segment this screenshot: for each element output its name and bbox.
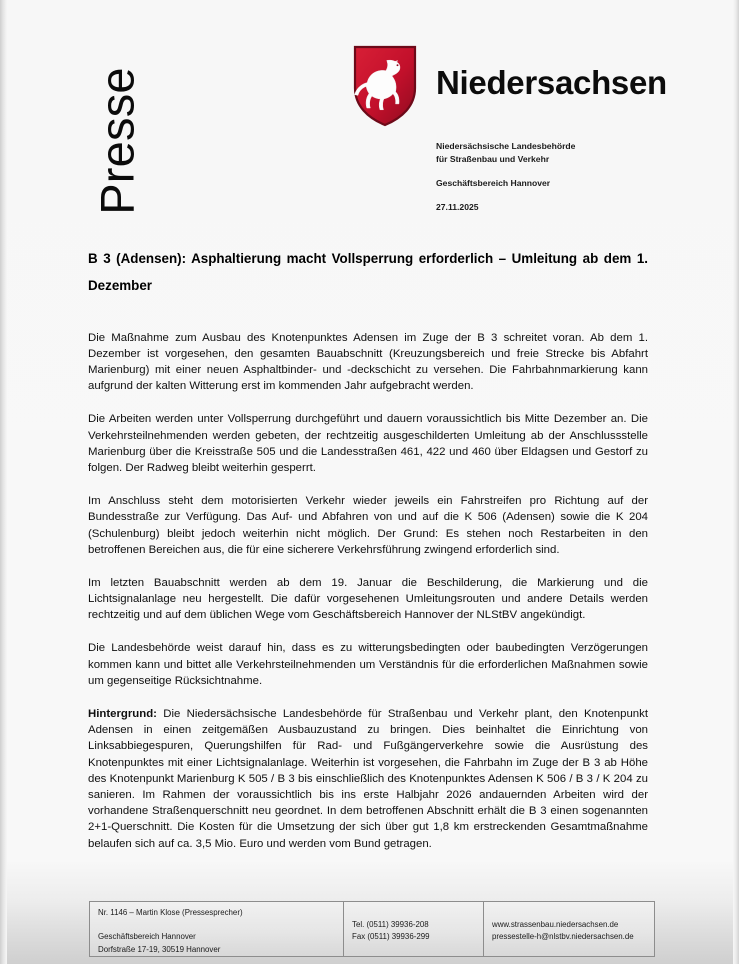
page-left-edge-shadow <box>0 0 7 964</box>
presse-label-text: Presse <box>90 67 144 215</box>
article-paragraph-2: Die Arbeiten werden unter Vollsperrung durchgeführt und dauern voraussichtlich bis Mitte Dezember an. Die Verkehrsteilnehmenden werden gebeten, der rechtzeitig ausgeschilderten Umleitung ab der Anschlussstelle Marienburg über die Kreisstraße 505 und die Landesstraßen 461, 422 und 460 über Eldagsen und Gestorf zu folgen. Der Radweg bleibt weiterhin gesperrt. <box>88 413 648 474</box>
imprint-column-office <box>90 902 343 956</box>
background-text: Die Niedersächsische Landesbehörde für Straßenbau und Verkehr plant, den Knotenpunkt Adensen in einen zeitgemäßen Ausbauzustand zu bringen. Dies beinhaltet die Einrichtung von Linksabbiegespuren, Querungshilfen für Rad- und Fußgängerverkehre sowie die Ausrüstung des Knotenpunktes mit einer Lichtsignalanlage. Weiterhin ist vorgesehen, die Fahrbahn im Zuge der B 3 ab Höhe des Knotenpunkt Marienburg K 505 / B 3 bis einschließlich des Knotenpunktes Adensen K 506 / B 3 / K 204 zu sanieren. Im Rahmen der voraussichtlich bis ins erste Halbjahr 2026 andauernden Arbeiten wird der vorhandene Straßenquerschnitt neu geordnet. In dem betroffenen Abschnitt erhält die B 3 einen sogenannten 2+1-Querschnitt. Die Kosten für die Umsetzung der sich über gut 1,8 km erstreckenden Gesamtmaßnahme belaufen sich auf ca. 3,5 Mio. Euro und werden vom Bund getragen. <box>88 708 648 850</box>
imprint-fax: Fax (0511) 39936-299 <box>352 932 430 942</box>
imprint-address: Dorfstraße 17-19, 30519 Hannover <box>98 944 221 954</box>
imprint-phone: Tel. (0511) 39936-208 <box>352 920 429 929</box>
authority-line-1: Niedersächsische Landesbehörde <box>436 141 576 151</box>
authority-name <box>436 140 662 166</box>
imprint-column-contact <box>343 902 483 956</box>
article-body <box>88 246 648 852</box>
article-headline: B 3 (Adensen): Asphaltierung macht Vollsperrung erforderlich – Umleitung ab dem 1. Dezember <box>88 251 648 293</box>
lower-saxony-coat-of-arms-icon <box>352 44 418 128</box>
article-paragraph-4: Im letzten Bauabschnitt werden ab dem 19. Januar die Beschilderung, die Markierung und die Lichtsignalanlage neu hergestellt. Die dafür vorgesehenen Umleitungsrouten und andere Details werden rechtzeitig und auf dem üblichen Wege vom Geschäftsbereich Hannover der NLStBV angekündigt. <box>88 576 648 622</box>
imprint-column-online <box>483 902 654 956</box>
article-paragraph-5: Die Landesbehörde weist darauf hin, dass es zu witterungsbedingten oder baubedingten Verzögerungen kommen kann und bittet alle Verkehrsteilnehmenden um Verständnis für die erforderlichen Maßnahmen sowie um gegenseitige Rücksichtnahme. <box>88 642 648 687</box>
issuer-logo-block <box>352 44 667 214</box>
issuer-details <box>436 140 662 214</box>
imprint-website[interactable]: www.strassenbau.niedersachsen.de <box>492 920 619 929</box>
page-right-edge-shadow <box>733 0 739 964</box>
article-paragraph-1: Die Maßnahme zum Ausbau des Knotenpunktes Adensen im Zuge der B 3 schreitet voran. Ab dem 1. Dezember ist vorgesehen, den gesamten Bauabschnitt (Kreuzungsbereich und freie Strecke bis Abfahrt Marienburg) mit einer neuen Asphaltbinder- und -deckschicht zu versehen. Die Fahrbahnmarkierung kann aufgrund der kalten Witterung erst im kommenden Jahr aufgebracht werden. <box>88 331 648 393</box>
article-paragraph-3: Im Anschluss steht dem motorisierten Verkehr wieder jeweils ein Fahrstreifen pro Richtung auf der Bundesstraße zur Verfügung. Das Auf- und Abfahren von und auf die K 506 (Adensen) sowie die K 204 (Schulenburg) bleibt jedoch weiterhin nicht möglich. Der Grund: Es stehen noch Restarbeiten in den betroffenen Bereichen aus, die für eine sicherere Verkehrsführung zwingend erforderlich sind. <box>88 495 648 556</box>
logo-row <box>352 44 667 128</box>
authority-line-2: für Straßenbau und Verkehr <box>436 153 550 164</box>
vertical-presse-label <box>86 36 148 246</box>
imprint-email[interactable]: pressestelle-h@nlstbv.niedersachsen.de <box>492 932 634 942</box>
imprint-office: Geschäftsbereich Hannover <box>98 932 196 942</box>
division-name: Geschäftsbereich Hannover <box>436 177 551 188</box>
imprint-box <box>89 901 655 957</box>
wordmark-niedersachsen: Niedersachsen <box>436 64 667 101</box>
release-date: 27.11.2025 <box>436 201 479 212</box>
imprint-release-number: Nr. 1146 – Martin Klose (Pressesprecher) <box>98 908 243 917</box>
background-label: Hintergrund: <box>88 708 157 720</box>
article-background-paragraph <box>88 706 648 852</box>
